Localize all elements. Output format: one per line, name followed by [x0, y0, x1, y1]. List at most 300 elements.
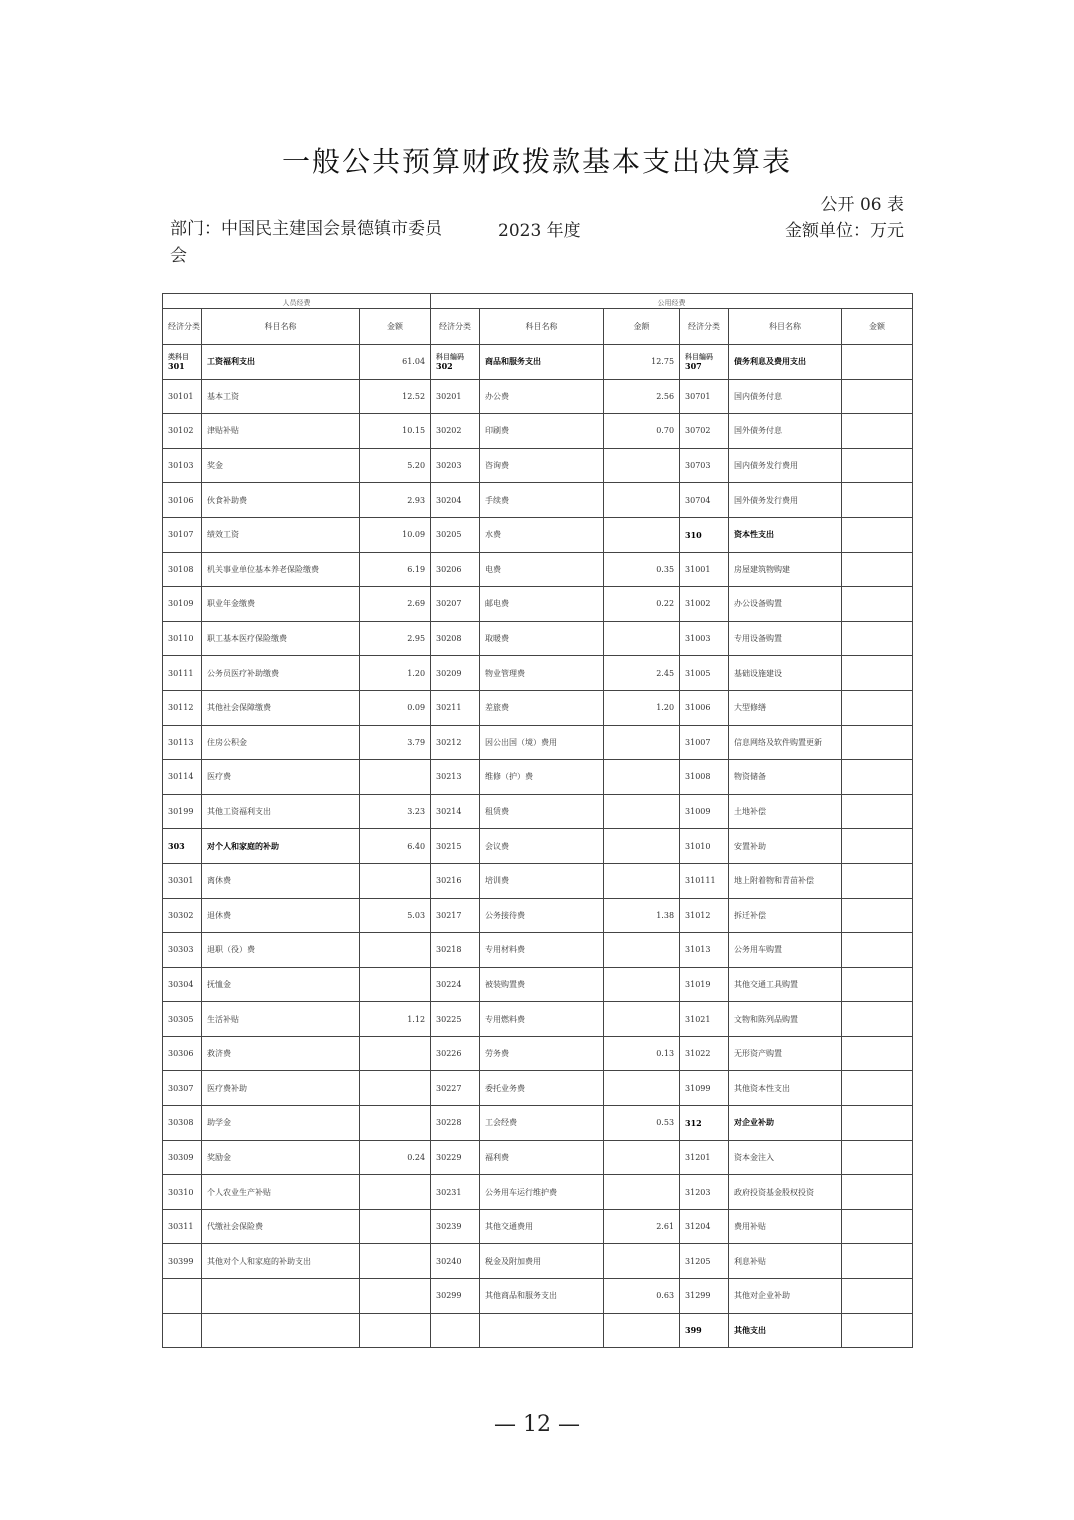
- amount-cell: [842, 1313, 913, 1348]
- column-header: 经济分类: [431, 309, 480, 345]
- item-name-cell: 债务利息及费用支出: [729, 345, 842, 380]
- amount-cell: [604, 760, 680, 795]
- econ-code-cell: 30305: [163, 1002, 202, 1037]
- item-name-cell: 电费: [480, 552, 604, 587]
- column-header: 经济分类: [680, 309, 729, 345]
- table-row: [163, 1175, 913, 1210]
- econ-code-cell: 30202: [431, 414, 480, 449]
- amount-cell: [842, 587, 913, 622]
- amount-cell: [842, 552, 913, 587]
- amount-cell: [604, 1071, 680, 1106]
- econ-code-cell: 30109: [163, 587, 202, 622]
- table-row: [163, 967, 913, 1002]
- amount-cell: [842, 379, 913, 414]
- item-name-cell: [202, 1313, 360, 1348]
- page-number: — 12 —: [494, 1412, 580, 1437]
- econ-code-cell: 30303: [163, 933, 202, 968]
- table-row: [163, 587, 913, 622]
- amount-cell: [360, 933, 431, 968]
- amount-cell: [360, 967, 431, 1002]
- econ-code-cell: 310111: [680, 863, 729, 898]
- econ-code-cell: 30309: [163, 1140, 202, 1175]
- amount-cell: [604, 725, 680, 760]
- amount-cell: 2.93: [360, 483, 431, 518]
- item-name-cell: 国外债务付息: [729, 414, 842, 449]
- item-name-cell: 奖励金: [202, 1140, 360, 1175]
- econ-code-cell: 30701: [680, 379, 729, 414]
- econ-code-cell: 31003: [680, 621, 729, 656]
- table-row: [163, 621, 913, 656]
- econ-code-cell: 30240: [431, 1244, 480, 1279]
- amount-cell: 12.75: [604, 345, 680, 380]
- item-name-cell: 住房公积金: [202, 725, 360, 760]
- expenditure-table: [162, 293, 913, 1348]
- table-row: [163, 552, 913, 587]
- item-name-cell: [202, 1279, 360, 1314]
- amount-cell: [842, 621, 913, 656]
- item-name-cell: 其他交通工具购置: [729, 967, 842, 1002]
- econ-code-cell: [163, 345, 202, 380]
- item-name-cell: 因公出国（境）费用: [480, 725, 604, 760]
- item-name-cell: 专用材料费: [480, 933, 604, 968]
- table-row: [163, 898, 913, 933]
- form-number: 公开 06 表: [820, 195, 904, 215]
- econ-code-cell: 31012: [680, 898, 729, 933]
- amount-cell: [604, 1140, 680, 1175]
- amount-cell: 5.03: [360, 898, 431, 933]
- amount-cell: [604, 448, 680, 483]
- category-code-label: 科目编码: [436, 352, 465, 362]
- econ-code-cell: 30207: [431, 587, 480, 622]
- item-name-cell: 差旅费: [480, 690, 604, 725]
- econ-code-cell: 30214: [431, 794, 480, 829]
- econ-code-cell: 30226: [431, 1036, 480, 1071]
- econ-code-cell: 30217: [431, 898, 480, 933]
- item-name-cell: 无形资产购置: [729, 1036, 842, 1071]
- column-header: 科目名称: [480, 309, 604, 345]
- item-name-cell: 其他交通费用: [480, 1209, 604, 1244]
- column-header: 科目名称: [729, 309, 842, 345]
- table-row: [163, 345, 913, 380]
- econ-code-cell: 30702: [680, 414, 729, 449]
- table-row: [163, 483, 913, 518]
- amount-cell: 61.04: [360, 345, 431, 380]
- amount-cell: [360, 1313, 431, 1348]
- econ-code-cell: 30107: [163, 517, 202, 552]
- column-header: 金额: [604, 309, 680, 345]
- page-title: 一般公共预算财政拨款基本支出决算表: [281, 145, 792, 178]
- item-name-cell: 利息补贴: [729, 1244, 842, 1279]
- item-name-cell: 委托业务费: [480, 1071, 604, 1106]
- amount-cell: [604, 863, 680, 898]
- item-name-cell: 土地补偿: [729, 794, 842, 829]
- item-name-cell: 商品和服务支出: [480, 345, 604, 380]
- econ-code-cell: 30206: [431, 552, 480, 587]
- econ-code-cell: 30114: [163, 760, 202, 795]
- table-row: [163, 448, 913, 483]
- item-name-cell: 取暖费: [480, 621, 604, 656]
- amount-cell: [360, 1209, 431, 1244]
- econ-code-cell: 30399: [163, 1244, 202, 1279]
- amount-cell: [604, 933, 680, 968]
- econ-code-cell: 399: [680, 1313, 729, 1348]
- item-name-cell: 退休费: [202, 898, 360, 933]
- econ-code-cell: 30208: [431, 621, 480, 656]
- item-name-cell: 地上附着物和青苗补偿: [729, 863, 842, 898]
- amount-cell: 0.70: [604, 414, 680, 449]
- item-name-cell: 其他资本性支出: [729, 1071, 842, 1106]
- item-name-cell: 职工基本医疗保险缴费: [202, 621, 360, 656]
- amount-cell: 2.95: [360, 621, 431, 656]
- amount-cell: [604, 1244, 680, 1279]
- table-row: [163, 1244, 913, 1279]
- category-code-value: 302: [436, 361, 453, 372]
- category-code-value: 307: [685, 361, 702, 372]
- econ-code-cell: 30304: [163, 967, 202, 1002]
- item-name-cell: 对企业补助: [729, 1106, 842, 1141]
- amount-cell: 0.24: [360, 1140, 431, 1175]
- econ-code-cell: 30113: [163, 725, 202, 760]
- item-name-cell: 机关事业单位基本养老保险缴费: [202, 552, 360, 587]
- fiscal-year-label: 2023 年度: [498, 221, 581, 241]
- amount-cell: [842, 1279, 913, 1314]
- amount-cell: [360, 1244, 431, 1279]
- table-row: [163, 1140, 913, 1175]
- item-name-cell: 费用补贴: [729, 1209, 842, 1244]
- amount-cell: 6.40: [360, 829, 431, 864]
- econ-code-cell: 31013: [680, 933, 729, 968]
- econ-code-cell: 30201: [431, 379, 480, 414]
- item-name-cell: 福利费: [480, 1140, 604, 1175]
- amount-cell: [842, 448, 913, 483]
- category-code-value: 301: [168, 361, 185, 372]
- amount-cell: [842, 483, 913, 518]
- amount-cell: [842, 898, 913, 933]
- item-name-cell: 对个人和家庭的补助: [202, 829, 360, 864]
- econ-code-cell: 30212: [431, 725, 480, 760]
- item-name-cell: [480, 1313, 604, 1348]
- econ-code-cell: 30228: [431, 1106, 480, 1141]
- table-row: [163, 1209, 913, 1244]
- item-name-cell: 公务用车购置: [729, 933, 842, 968]
- amount-cell: [604, 967, 680, 1002]
- amount-cell: 10.15: [360, 414, 431, 449]
- econ-code-cell: [431, 1313, 480, 1348]
- amount-cell: [842, 1175, 913, 1210]
- item-name-cell: 信息网络及软件购置更新: [729, 725, 842, 760]
- econ-code-cell: [163, 1313, 202, 1348]
- econ-code-cell: 30224: [431, 967, 480, 1002]
- econ-code-cell: 30199: [163, 794, 202, 829]
- amount-cell: [604, 794, 680, 829]
- table-row: [163, 379, 913, 414]
- econ-code-cell: 31009: [680, 794, 729, 829]
- item-name-cell: 个人农业生产补贴: [202, 1175, 360, 1210]
- item-name-cell: 国外债务发行费用: [729, 483, 842, 518]
- item-name-cell: 工会经费: [480, 1106, 604, 1141]
- econ-code-cell: 30308: [163, 1106, 202, 1141]
- item-name-cell: 文物和陈列品购置: [729, 1002, 842, 1037]
- amount-cell: [842, 656, 913, 691]
- econ-code-cell: 30703: [680, 448, 729, 483]
- item-name-cell: 工资福利支出: [202, 345, 360, 380]
- amount-cell: 0.63: [604, 1279, 680, 1314]
- econ-code-cell: 30301: [163, 863, 202, 898]
- table-row: [163, 690, 913, 725]
- item-name-cell: 伙食补助费: [202, 483, 360, 518]
- item-name-cell: 拆迁补偿: [729, 898, 842, 933]
- econ-code-cell: 31099: [680, 1071, 729, 1106]
- item-name-cell: 资本性支出: [729, 517, 842, 552]
- amount-cell: [842, 690, 913, 725]
- econ-code-cell: 30231: [431, 1175, 480, 1210]
- category-code-label: 科目编码: [685, 352, 714, 362]
- econ-code-cell: 312: [680, 1106, 729, 1141]
- item-name-cell: 绩效工资: [202, 517, 360, 552]
- amount-cell: [842, 1244, 913, 1279]
- item-name-cell: 其他商品和服务支出: [480, 1279, 604, 1314]
- item-name-cell: 房屋建筑物购建: [729, 552, 842, 587]
- amount-cell: [360, 1175, 431, 1210]
- item-name-cell: 公务员医疗补助缴费: [202, 656, 360, 691]
- amount-cell: [842, 1209, 913, 1244]
- item-name-cell: 培训费: [480, 863, 604, 898]
- item-name-cell: 公务用车运行维护费: [480, 1175, 604, 1210]
- econ-code-cell: 30205: [431, 517, 480, 552]
- econ-code-cell: 31021: [680, 1002, 729, 1037]
- category-code-label: 类科目: [168, 352, 189, 362]
- amount-cell: [360, 1036, 431, 1071]
- column-header: 科目名称: [202, 309, 360, 345]
- item-name-cell: 津贴补贴: [202, 414, 360, 449]
- item-name-cell: 办公设备购置: [729, 587, 842, 622]
- item-name-cell: 租赁费: [480, 794, 604, 829]
- econ-code-cell: 30218: [431, 933, 480, 968]
- item-name-cell: 被装购置费: [480, 967, 604, 1002]
- table-row: [163, 829, 913, 864]
- amount-cell: 3.79: [360, 725, 431, 760]
- amount-cell: [842, 1106, 913, 1141]
- amount-cell: [842, 1071, 913, 1106]
- econ-code-cell: 310: [680, 517, 729, 552]
- item-name-cell: 奖金: [202, 448, 360, 483]
- item-name-cell: 抚恤金: [202, 967, 360, 1002]
- item-name-cell: 专用燃料费: [480, 1002, 604, 1037]
- amount-cell: [842, 517, 913, 552]
- table-row: [163, 414, 913, 449]
- amount-cell: [842, 1140, 913, 1175]
- item-name-cell: 物资储备: [729, 760, 842, 795]
- item-name-cell: 其他工资福利支出: [202, 794, 360, 829]
- item-name-cell: 安置补助: [729, 829, 842, 864]
- econ-code-cell: 31006: [680, 690, 729, 725]
- amount-cell: [360, 1071, 431, 1106]
- column-header: 金额: [360, 309, 431, 345]
- group-header-personnel: 人员经费: [163, 294, 431, 309]
- amount-cell: [842, 760, 913, 795]
- econ-code-cell: 31002: [680, 587, 729, 622]
- amount-cell: 10.09: [360, 517, 431, 552]
- amount-cell: 12.52: [360, 379, 431, 414]
- econ-code-cell: 31008: [680, 760, 729, 795]
- item-name-cell: 基础设施建设: [729, 656, 842, 691]
- item-name-cell: 物业管理费: [480, 656, 604, 691]
- item-name-cell: 专用设备购置: [729, 621, 842, 656]
- econ-code-cell: 31001: [680, 552, 729, 587]
- econ-code-cell: [680, 345, 729, 380]
- econ-code-cell: 30302: [163, 898, 202, 933]
- econ-code-cell: 30216: [431, 863, 480, 898]
- econ-code-cell: 31019: [680, 967, 729, 1002]
- item-name-cell: 生活补贴: [202, 1002, 360, 1037]
- group-header-row: [163, 294, 913, 309]
- amount-cell: 2.56: [604, 379, 680, 414]
- table-row: [163, 1313, 913, 1348]
- amount-cell: [604, 1175, 680, 1210]
- item-name-cell: 其他对个人和家庭的补助支出: [202, 1244, 360, 1279]
- amount-cell: 0.09: [360, 690, 431, 725]
- econ-code-cell: 30101: [163, 379, 202, 414]
- econ-code-cell: 30225: [431, 1002, 480, 1037]
- amount-unit-label: 金额单位：万元: [785, 221, 904, 241]
- amount-cell: [842, 1002, 913, 1037]
- econ-code-cell: 30213: [431, 760, 480, 795]
- amount-cell: [842, 863, 913, 898]
- item-name-cell: 办公费: [480, 379, 604, 414]
- group-header-public: 公用经费: [431, 294, 913, 309]
- amount-cell: [360, 1279, 431, 1314]
- econ-code-cell: 30110: [163, 621, 202, 656]
- table-row: [163, 725, 913, 760]
- econ-code-cell: 30307: [163, 1071, 202, 1106]
- amount-cell: [360, 863, 431, 898]
- table-row: [163, 1279, 913, 1314]
- item-name-cell: 税金及附加费用: [480, 1244, 604, 1279]
- amount-cell: [360, 1106, 431, 1141]
- econ-code-cell: 30229: [431, 1140, 480, 1175]
- item-name-cell: 代缴社会保险费: [202, 1209, 360, 1244]
- item-name-cell: 职业年金缴费: [202, 587, 360, 622]
- item-name-cell: 其他对企业补助: [729, 1279, 842, 1314]
- amount-cell: [604, 829, 680, 864]
- item-name-cell: 医疗费: [202, 760, 360, 795]
- econ-code-cell: 31203: [680, 1175, 729, 1210]
- table-row: [163, 1036, 913, 1071]
- item-name-cell: 大型修缮: [729, 690, 842, 725]
- econ-code-cell: 30310: [163, 1175, 202, 1210]
- amount-cell: [842, 345, 913, 380]
- item-name-cell: 公务接待费: [480, 898, 604, 933]
- item-name-cell: 政府投资基金股权投资: [729, 1175, 842, 1210]
- table-row: [163, 760, 913, 795]
- econ-code-cell: 30102: [163, 414, 202, 449]
- amount-cell: [842, 725, 913, 760]
- item-name-cell: 资本金注入: [729, 1140, 842, 1175]
- table-row: [163, 1071, 913, 1106]
- item-name-cell: 国内债务付息: [729, 379, 842, 414]
- amount-cell: [842, 829, 913, 864]
- econ-code-cell: 31022: [680, 1036, 729, 1071]
- econ-code-cell: 30204: [431, 483, 480, 518]
- item-name-cell: 会议费: [480, 829, 604, 864]
- amount-cell: 0.35: [604, 552, 680, 587]
- table-row: [163, 656, 913, 691]
- econ-code-cell: 30209: [431, 656, 480, 691]
- econ-code-cell: 31201: [680, 1140, 729, 1175]
- econ-code-cell: 30108: [163, 552, 202, 587]
- column-header: 经济分类: [163, 309, 202, 345]
- econ-code-cell: 30239: [431, 1209, 480, 1244]
- item-name-cell: 其他社会保障缴费: [202, 690, 360, 725]
- econ-code-cell: 30299: [431, 1279, 480, 1314]
- item-name-cell: 劳务费: [480, 1036, 604, 1071]
- econ-code-cell: [163, 1279, 202, 1314]
- econ-code-cell: 31205: [680, 1244, 729, 1279]
- amount-cell: [360, 760, 431, 795]
- item-name-cell: 助学金: [202, 1106, 360, 1141]
- econ-code-cell: 30103: [163, 448, 202, 483]
- department-label: 部门：中国民主建国会景德镇市委员会: [170, 219, 442, 266]
- econ-code-cell: 303: [163, 829, 202, 864]
- amount-cell: [842, 794, 913, 829]
- item-name-cell: 救济费: [202, 1036, 360, 1071]
- table-row: [163, 1106, 913, 1141]
- amount-cell: 3.23: [360, 794, 431, 829]
- econ-code-cell: [431, 345, 480, 380]
- item-name-cell: 咨询费: [480, 448, 604, 483]
- item-name-cell: 水费: [480, 517, 604, 552]
- table-row: [163, 517, 913, 552]
- column-header-row: [163, 309, 913, 345]
- amount-cell: [604, 1313, 680, 1348]
- table-row: [163, 794, 913, 829]
- econ-code-cell: 30311: [163, 1209, 202, 1244]
- amount-cell: 2.69: [360, 587, 431, 622]
- econ-code-cell: 30211: [431, 690, 480, 725]
- amount-cell: [842, 414, 913, 449]
- amount-cell: 1.20: [604, 690, 680, 725]
- econ-code-cell: 31204: [680, 1209, 729, 1244]
- column-header: 金额: [842, 309, 913, 345]
- amount-cell: [604, 483, 680, 518]
- item-name-cell: 其他支出: [729, 1313, 842, 1348]
- econ-code-cell: 31007: [680, 725, 729, 760]
- amount-cell: 1.38: [604, 898, 680, 933]
- item-name-cell: 邮电费: [480, 587, 604, 622]
- econ-code-cell: 30106: [163, 483, 202, 518]
- item-name-cell: 国内债务发行费用: [729, 448, 842, 483]
- amount-cell: [842, 967, 913, 1002]
- amount-cell: 2.45: [604, 656, 680, 691]
- econ-code-cell: 30203: [431, 448, 480, 483]
- item-name-cell: 基本工资: [202, 379, 360, 414]
- amount-cell: [604, 621, 680, 656]
- amount-cell: 0.22: [604, 587, 680, 622]
- table-row: [163, 933, 913, 968]
- item-name-cell: 印刷费: [480, 414, 604, 449]
- amount-cell: 1.20: [360, 656, 431, 691]
- econ-code-cell: 31010: [680, 829, 729, 864]
- amount-cell: 0.53: [604, 1106, 680, 1141]
- econ-code-cell: 31005: [680, 656, 729, 691]
- econ-code-cell: 31299: [680, 1279, 729, 1314]
- econ-code-cell: 30111: [163, 656, 202, 691]
- econ-code-cell: 30704: [680, 483, 729, 518]
- table-row: [163, 1002, 913, 1037]
- item-name-cell: 离休费: [202, 863, 360, 898]
- amount-cell: 2.61: [604, 1209, 680, 1244]
- econ-code-cell: 30306: [163, 1036, 202, 1071]
